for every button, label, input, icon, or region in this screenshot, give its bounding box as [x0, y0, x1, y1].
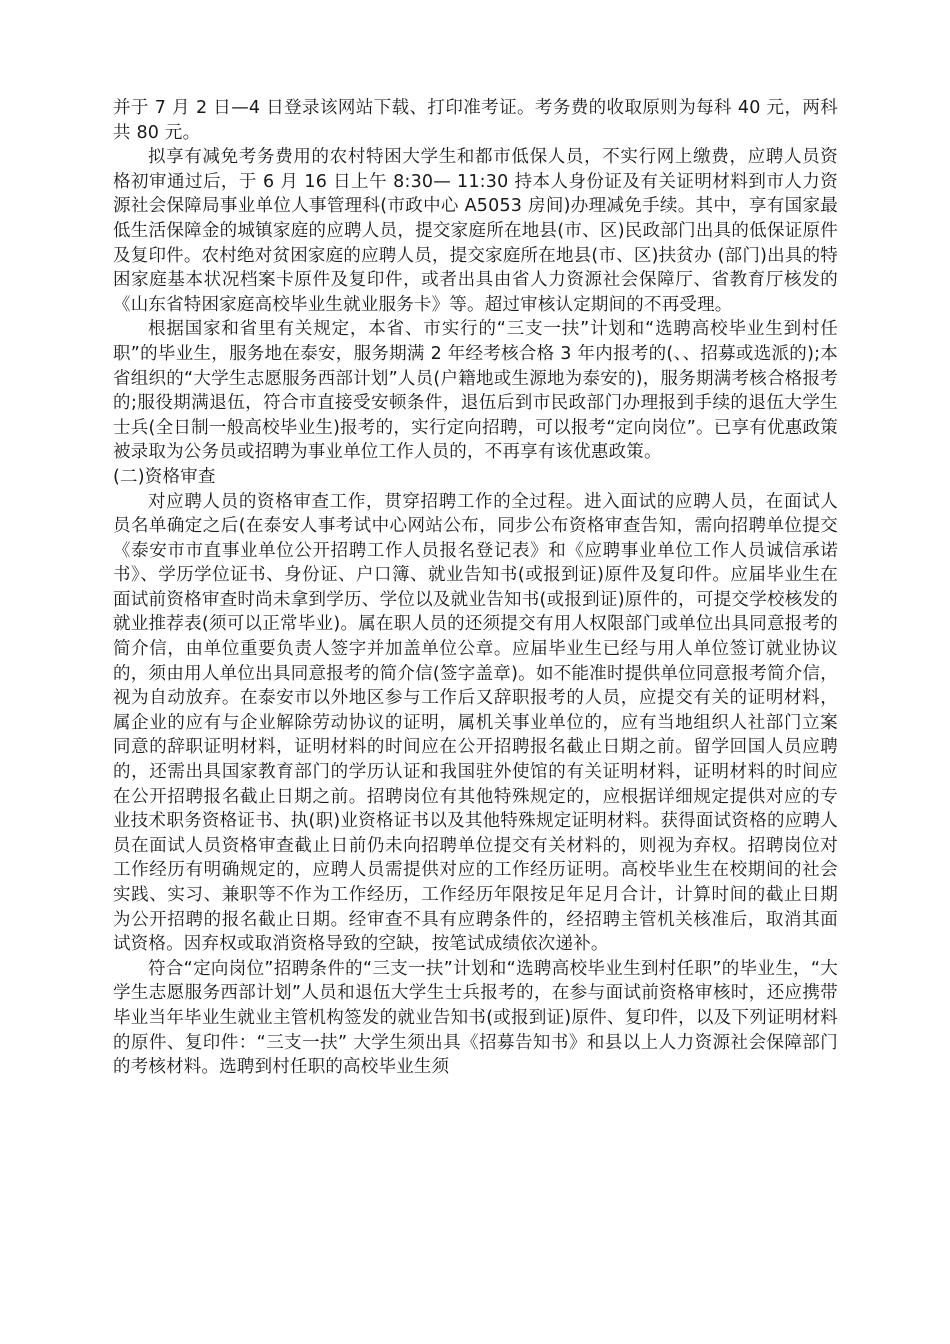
paragraph-exam-fee: 并于 7 月 2 日—4 日登录该网站下载、打印准考证。考务费的收取原则为每科 40 元，两科共 80 元。: [113, 98, 838, 143]
paragraph-targeted-positions: 根据国家和省里有关规定，本省、市实行的“三支一扶”计划和“选聘高校毕业生到村任职”的毕业生，服务地在泰安，服务期满 2 年经考核合格 3 年内报考的(、、招募或选派的);本省组织的“大学生志愿服务西部计划”人员(户籍地或生源地为泰安的)，服务期满考核合格报考的;服役期满退伍，符合市直接受安顿条件，退伍后到市民政部门办理报到手续的退伍大学生士兵(全日制一般高校毕业生)报考的，实行定向招聘，可以报考“定向岗位”。已享有优惠政策被录取为公务员或招聘为事业单位工作人员的，不再享有该优惠政策。: [113, 319, 838, 463]
paragraph-targeted-review-materials: 符合“定向岗位”招聘条件的“三支一扶”计划和“选聘高校毕业生到村任职”的毕业生，“大学生志愿服务西部计划”人员和退伍大学生士兵报考的，在参与面试前资格审核时，还应携带毕业当年毕业生就业主管机构签发的就业告知书(或报到证)原件、复印件，以及下列证明材料的原件、复印件：“三支一扶” 大学生须出具《招募告知书》和县以上人力资源社会保障部门的考核材料。选聘到村任职的高校毕业生须: [113, 958, 838, 1078]
section-heading-qualification-review: (二)资格审查: [113, 466, 216, 487]
paragraph-qualification-review: 对应聘人员的资格审查工作，贯穿招聘工作的全过程。进入面试的应聘人员，在面试人员名单确定之后(在泰安人事考试中心网站公布，同步公布资格审查告知，需向招聘单位提交《泰安市市直事业单位公开招聘工作人员报名登记表》和《应聘事业单位工作人员诚信承诺书》、学历学位证书、身份证、户口簿、就业告知书(或报到证)原件及复印件。应届毕业生在面试前资格审查时尚未拿到学历、学位以及就业告知书(或报到证)原件的，可提交学校核发的就业推荐表(须可以正常毕业)。属在职人员的还须提交有用人权限部门或单位出具同意报考的简介信，由单位重要负责人签字并加盖单位公章。应届毕业生已经与用人单位签订就业协议的，须由用人单位出具同意报考的简介信(签字盖章)。如不能准时提供单位同意报考简介信，视为自动放弃。在泰安市以外地区参与工作后又辞职报考的人员，应提交有关的证明材料，属企业的应有与企业解除劳动协议的证明，属机关事业单位的，应有当地组织人社部门立案同意的辞职证明材料，证明材料的时间应在公开招聘报名截止日期之前。留学回国人员应聘的，还需出具国家教育部门的学历认证和我国驻外使馆的有关证明材料，证明材料的时间应在公开招聘报名截止日期之前。招聘岗位有其他特殊规定的，应根据详细规定提供对应的专业技术职务资格证书、执(职)业资格证书以及其他特殊规定证明材料。获得面试资格的应聘人员在面试人员资格审查截止日前仍未向招聘单位提交有关材料的，则视为弃权。招聘岗位对工作经历有明确规定的，应聘人员需提供对应的工作经历证明。高校毕业生在校期间的社会实践、实习、兼职等不作为工作经历，工作经历年限按足年足月合计，计算时间的截止日期为公开招聘的报名截止日期。经审查不具有应聘条件的，经招聘主管机关核准后，取消其面试资格。因弃权或取消资格导致的空缺，按笔试成绩依次递补。: [113, 491, 838, 955]
paragraph-fee-waiver: 拟享有减免考务费用的农村特困大学生和都市低保人员，不实行网上缴费，应聘人员资格初审通过后，于 6 月 16 日上午 8:30— 11:30 持本人身份证及有关证明材料到市人力资源社会保障局事业单位人事管理科(市政中心 A5053 房间)办理减免手续。其中，享有国家最低生活保障金的城镇家庭的应聘人员，提交家庭所在地县(市、区)民政部门出具的低保证原件及复印件。农村绝对贫困家庭的应聘人员，提交家庭所在地县(市、区)扶贫办 (部门)出具的特困家庭基本状况档案卡原件及复印件，或者出具由省人力资源社会保障厅、省教育厅核发的《山东省特困家庭高校毕业生就业服务卡》等。超过审核认定期间的不再受理。: [113, 147, 838, 315]
document-page: [113, 96, 838, 1080]
